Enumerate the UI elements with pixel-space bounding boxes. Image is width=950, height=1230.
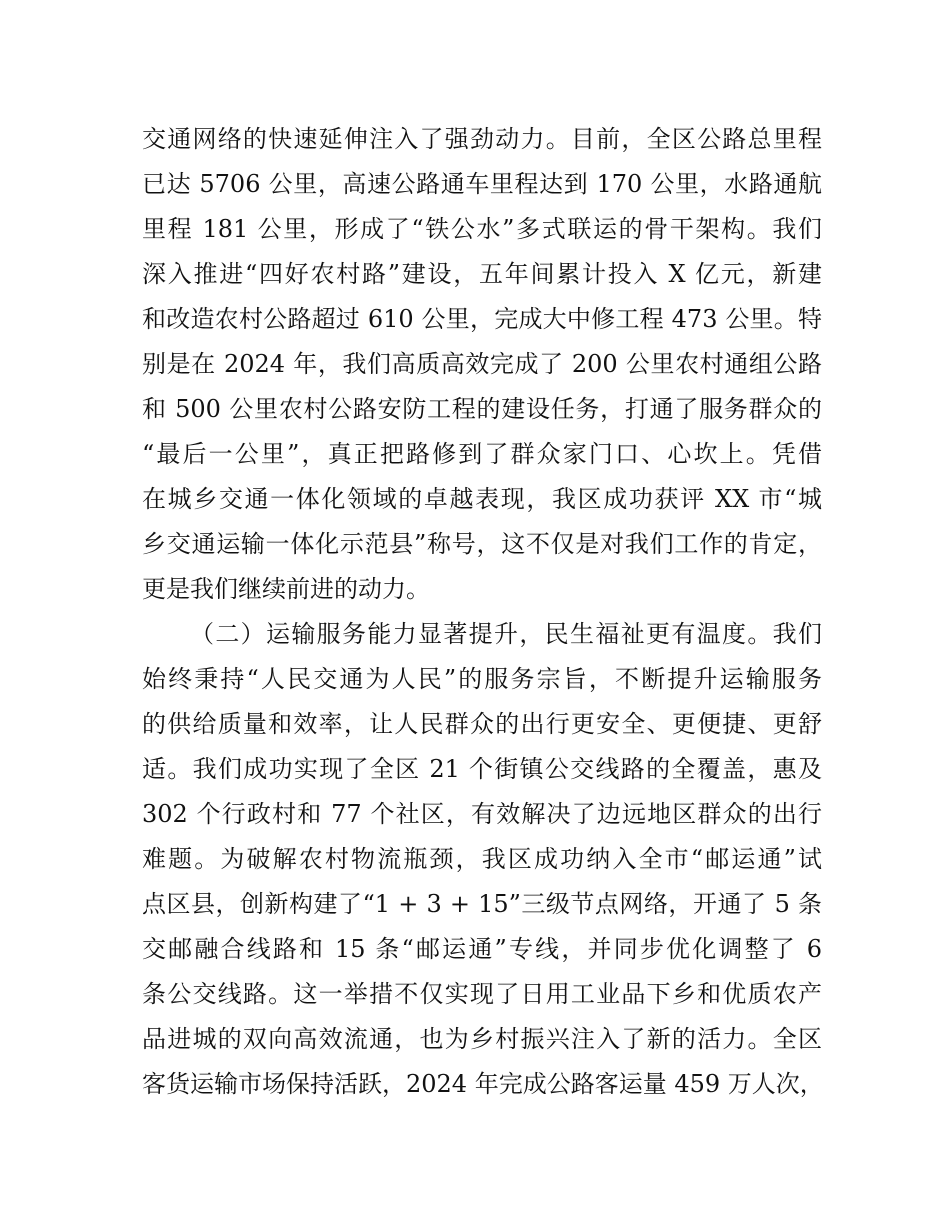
text-line: 的供给质量和效率，让人民群众的出行更安全、更便捷、更舒 xyxy=(142,710,822,738)
text-line: 里程 181 公里，形成了“铁公水”多式联运的骨干架构。我们 xyxy=(142,215,822,243)
text-line: 交邮融合线路和 15 条“邮运通”专线，并同步优化调整了 6 xyxy=(142,935,822,963)
text-line: 深入推进“四好农村路”建设，五年间累计投入 X 亿元，新建 xyxy=(142,260,822,288)
text-line: “最后一公里”，真正把路修到了群众家门口、心坎上。凭借 xyxy=(142,440,822,468)
text-line: 302 个行政村和 77 个社区，有效解决了边远地区群众的出行 xyxy=(142,800,822,828)
text-line: 别是在 2024 年，我们高质高效完成了 200 公里农村通组公路 xyxy=(142,350,822,378)
text-line: 适。我们成功实现了全区 21 个街镇公交线路的全覆盖，惠及 xyxy=(142,755,822,783)
text-line: 始终秉持“人民交通为人民”的服务宗旨，不断提升运输服务 xyxy=(142,665,822,693)
text-line: 难题。为破解农村物流瓶颈，我区成功纳入全市“邮运通”试 xyxy=(142,845,822,873)
text-line: 点区县，创新构建了“1 + 3 + 15”三级节点网络，开通了 5 条 xyxy=(142,890,822,918)
text-line: 和改造农村公路超过 610 公里，完成大中修工程 473 公里。特 xyxy=(142,305,822,333)
text-line: 已达 5706 公里，高速公路通车里程达到 170 公里，水路通航 xyxy=(142,170,822,198)
text-line: 品进城的双向高效流通，也为乡村振兴注入了新的活力。全区 xyxy=(142,1025,822,1053)
text-line: 交通网络的快速延伸注入了强劲动力。目前，全区公路总里程 xyxy=(142,125,822,153)
text-line: 在城乡交通一体化领域的卓越表现，我区成功获评 XX 市“城 xyxy=(142,485,822,513)
text-line: 和 500 公里农村公路安防工程的建设任务，打通了服务群众的 xyxy=(142,395,822,423)
text-line: 乡交通运输一体化示范县”称号，这不仅是对我们工作的肯定， xyxy=(142,530,822,558)
paragraph-end-line: 更是我们继续前进的动力。 xyxy=(142,575,430,603)
text-line: 条公交线路。这一举措不仅实现了日用工业品下乡和优质农产 xyxy=(142,980,822,1008)
section-heading-line: （二）运输服务能力显著提升，民生福祉更有温度。我们 xyxy=(190,620,822,648)
text-line: 客货运输市场保持活跃，2024 年完成公路客运量 459 万人次， xyxy=(142,1070,824,1098)
